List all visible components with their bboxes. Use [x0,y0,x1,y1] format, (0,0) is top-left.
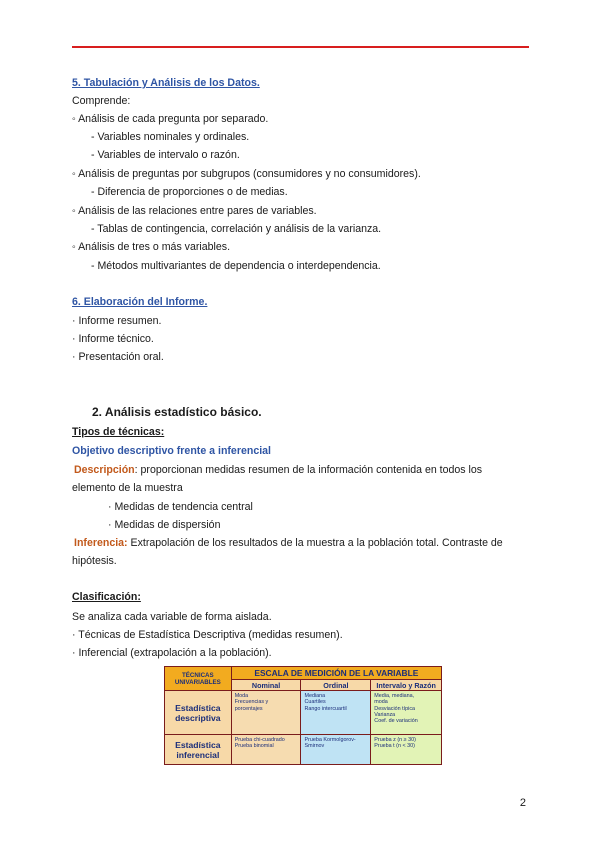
table-cell [231,735,301,765]
page-number: 2 [519,797,526,809]
cell-text: Prueba chi-cuadrado [234,737,285,743]
cell-text: Prueba z (n ≥ 30) [374,737,416,743]
cell-text: Prueba binomial [234,743,274,750]
cell-text: Moda [234,693,249,699]
descripcion-text: : proporcionan medidas resumen de la información contenida en todos los [134,464,483,476]
section-6-title: 6. Elaboración del Informe. [72,296,208,308]
table-corner-header: TÉCNICAS UNIVARIABLES [165,667,232,691]
list-item: · Informe técnico. [72,333,154,345]
inferencia-label: Inferencia: [74,537,128,549]
list-item: · Informe resumen. [72,315,162,327]
list-item: ◦ Análisis de las relaciones entre pares de variables. [72,205,317,217]
list-item: · Inferencial (extrapolación a la población). [72,647,272,659]
cell-text: Frecuencias y [234,699,269,706]
list-item: · Presentación oral. [72,351,164,363]
section-2-heading: 2. Análisis estadístico básico. [92,405,262,419]
section-5-intro: Comprende: [72,95,131,107]
table-cell [371,691,442,735]
objetivo-subheading: Objetivo descriptivo frente a inferencial [72,445,271,457]
list-item: ◦ Análisis de cada pregunta por separado. [72,113,269,125]
descripcion-paragraph [74,463,482,477]
section-5-title: 5. Tabulación y Análisis de los Datos. [72,77,260,89]
table-cell [301,691,371,735]
tipos-label: Tipos de técnicas: [72,426,165,438]
list-item: · Medidas de tendencia central [108,501,253,513]
cell-text: Cuartiles [304,699,326,706]
cell-text: Prueba t (n < 30) [374,743,415,750]
cell-text: Mediana [304,693,326,699]
list-item: ◦ Análisis de preguntas por subgrupos (consumidores y no consumidores). [72,168,421,180]
univariate-techniques-table [164,666,442,765]
cell-text: Prueba Kormolgorov- [304,737,356,743]
cell-text: moda [374,699,388,706]
table-cell [301,735,371,765]
inferencia-text-2: hipótesis. [72,555,117,567]
list-item: · Técnicas de Estadística Descriptiva (medidas resumen). [72,629,343,641]
table-cell [371,735,442,765]
table-col-ordinal: Ordinal [301,680,371,691]
inferencia-paragraph [74,536,503,550]
descripcion-text-2: elemento de la muestra [72,482,183,494]
list-item: · Medidas de dispersión [108,519,221,531]
list-item: Se analiza cada variable de forma aislada. [72,611,272,623]
list-item: - Variables nominales y ordinales. [91,131,250,143]
list-item: - Métodos multivariantes de dependencia o interdependencia. [91,260,381,272]
cell-text: Rango intercuartil [304,705,347,712]
cell-text: Smirnov [304,743,325,750]
header-rule [72,46,529,48]
list-item: - Tablas de contingencia, correlación y análisis de la varianza. [91,223,382,235]
table-col-nominal: Nominal [231,680,301,691]
table-row-label: Estadística descriptiva [165,691,232,735]
cell-text: Desviación típica [374,705,416,712]
table-col-intervalo: Intervalo y Razón [371,680,442,691]
clasificacion-label: Clasificación: [72,591,141,603]
cell-text: Varianza [374,711,396,718]
inferencia-text: Extrapolación de los resultados de la muestra a la población total. Contraste de [127,537,503,549]
list-item: - Diferencia de proporciones o de medias. [91,186,288,198]
cell-text: porcentajes [234,705,263,712]
table-cell [231,691,301,735]
cell-text: Media, mediana, [374,693,415,699]
list-item: ◦ Análisis de tres o más variables. [72,241,231,253]
cell-text: Coef. de variación [374,718,418,725]
table-scale-header: ESCALA DE MEDICIÓN DE LA VARIABLE [231,667,441,680]
descripcion-label: Descripción [74,464,135,476]
table-row-label: Estadística inferencial [165,735,232,765]
list-item: - Variables de intervalo o razón. [91,149,240,161]
